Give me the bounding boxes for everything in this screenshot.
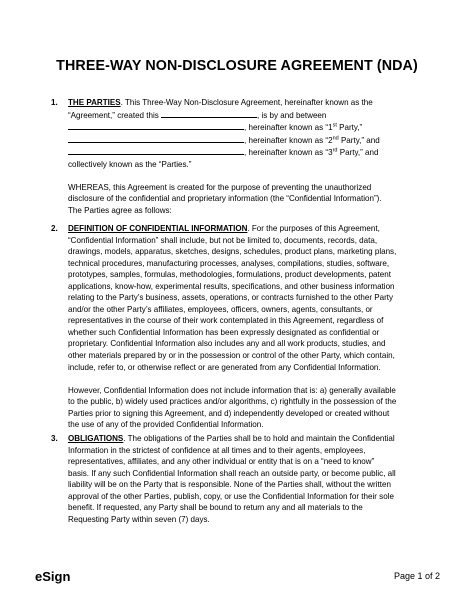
definition-line: applications, know-how, experimental results, specifications, and other business information (68, 281, 395, 291)
brand-logo: eSign (35, 569, 71, 584)
definition-line: relating to the Party’s business, assets, operations, or contracts furnished to the other Party (68, 293, 394, 303)
definition-line: representatives in the course of their work contemplated in this Agreement, regardless of (68, 316, 384, 326)
section-number: 3. (51, 434, 58, 443)
obligations-text: . The obligations of the Parties shall be to hold and maintain the Confidential (123, 434, 395, 443)
whereas-line: disclosure of the confidential and proprietary information (the “Confidential Information”). (68, 194, 382, 204)
section-parties (51, 97, 413, 216)
collective-text: collectively known as the “Parties.” (68, 159, 192, 169)
definition-line: technical procedures, manufacturing processes, analyses, compilations, studies, software, (68, 258, 390, 268)
party1-name-blank[interactable] (68, 121, 244, 130)
party3-label: , hereinafter known as “3 (244, 148, 333, 158)
definition-line: proprietary. Confidential Information also includes any and all work products, studies, and (68, 339, 386, 349)
exclusions-line: to the public, b) widely used practices and/or algorithms, c) rightfully in the possession of the (68, 397, 397, 407)
definition-line: other materials prepared by or in the possession or control of the other Party, which contain, (68, 351, 395, 361)
parties-text: , is by and between (257, 110, 327, 120)
parties-text: “Agreement,” created this (68, 110, 162, 120)
section-heading: OBLIGATIONS (68, 434, 124, 443)
party1-label: , hereinafter known as “1 (244, 123, 333, 133)
party2-sup: nd (332, 134, 339, 141)
parties-text: . This Three-Way Non-Disclosure Agreement, hereinafter known as the (120, 98, 373, 107)
definition-line: “Confidential Information” shall include, but not be limited to, documents, records, data, (68, 235, 378, 245)
whereas-line: WHEREAS, this Agreement is created for the purpose of preventing the unauthorized (68, 182, 372, 192)
obligations-line: representatives, affiliates, and any other individual or entity that is on a “need to know” (68, 457, 375, 467)
section-definition (51, 223, 413, 431)
section-obligations (51, 433, 413, 525)
obligations-line: liability will be on the Party that is responsible. None of the Parties shall, without the written (68, 480, 391, 490)
party1-sup: st (332, 122, 337, 129)
exclusions-line: the use of any of the provided Confidential Information. (68, 420, 264, 430)
party3-label-end: Party,” and (337, 148, 379, 158)
document-title: THREE-WAY NON-DISCLOSURE AGREEMENT (NDA) (56, 58, 418, 74)
obligations-line: basis. If any such Confidential Information shall reach an outside party, or become public, all (68, 468, 396, 478)
page-number: Page 1 of 2 (393, 571, 440, 581)
obligations-line: approval of the other Parties, publish, copy, or use the Confidential Information for their sole (68, 491, 394, 501)
obligations-line: benefit. If requested, any Party shall be bound to return any and all materials to the (68, 503, 363, 513)
definition-line: drawings, models, apparatus, sketches, designs, schedules, product plans, marketing plans, (68, 247, 397, 257)
date-blank[interactable] (161, 109, 257, 118)
party2-label-end: Party,” and (338, 135, 380, 145)
definition-line: include, refer to, or otherwise reflect or are generated from any Confidential Information. (68, 362, 381, 372)
section-heading: THE PARTIES (68, 98, 121, 107)
section-number: 2. (51, 224, 58, 233)
obligations-line: Requesting Party within seven (7) days. (68, 514, 210, 524)
definition-text: . For the purposes of this Agreement, (247, 224, 380, 233)
exclusions-line: However, Confidential Information does not include information that is: a) generally available (68, 385, 396, 395)
section-heading: DEFINITION OF CONFIDENTIAL INFORMATION (68, 224, 248, 233)
definition-line: whether such Confidential Information has been expressly designated as confidential or (68, 327, 380, 337)
definition-line: and/or the other Party’s affiliates, employees, officers, owners, agents, consultants, or (68, 304, 373, 314)
obligations-line: Information in the strictest of confidence at all times and to their agents, employees, (68, 445, 366, 455)
section-number: 1. (51, 98, 58, 107)
party3-name-blank[interactable] (68, 146, 244, 155)
party1-label-end: Party,” (336, 123, 363, 133)
definition-line: prototypes, samples, formulas, methodologies, formulations, product developments, patent (68, 270, 391, 280)
party3-sup: rd (332, 147, 338, 154)
party2-label: , hereinafter known as “2 (244, 135, 333, 145)
whereas-line: The Parties agree as follows: (68, 205, 172, 215)
exclusions-line: Parties prior to signing this Agreement, and d) independently developed or created without (68, 408, 390, 418)
party2-name-blank[interactable] (68, 134, 244, 143)
